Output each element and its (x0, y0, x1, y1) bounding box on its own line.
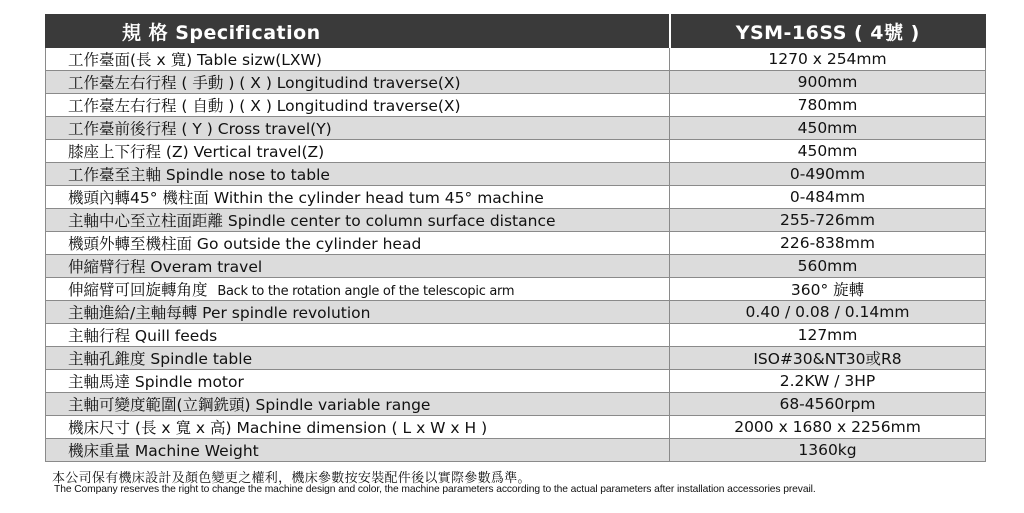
spec-label: 膝座上下行程 (Z) Vertical travel(Z) (46, 140, 670, 163)
spec-value: 2.2KW / 3HP (670, 370, 986, 393)
table-row (46, 186, 986, 209)
spec-label: 主軸行程 Quill feeds (46, 324, 670, 347)
table-row (46, 347, 986, 370)
model-header-title: YSM-16SS ( 4號 ) (670, 15, 986, 48)
spec-value: 0-490mm (670, 163, 986, 186)
spec-label: 工作臺面(長 x 寬) Table sizw(LXW) (46, 48, 670, 71)
spec-label: 主軸中心至立柱面距離 Spindle center to column surface distance (46, 209, 670, 232)
table-row (46, 439, 986, 462)
table-row (46, 324, 986, 347)
disclaimer-english: The Company reserves the right to change the machine design and color, the machine parameters according to the actual parameters after installation accessories prevail. (54, 484, 816, 495)
table-row (46, 370, 986, 393)
table-row (46, 393, 986, 416)
spec-label: 主軸可變度範圍(立鋼銑頭) Spindle variable range (46, 393, 670, 416)
table-row (46, 209, 986, 232)
spec-label-en: Back to the rotation angle of the telescopic arm (217, 284, 515, 299)
spec-value: 360° 旋轉 (670, 278, 986, 301)
table-row (46, 163, 986, 186)
spec-rows (46, 48, 986, 462)
table-row (46, 278, 986, 301)
table-row (46, 301, 986, 324)
table-row (46, 140, 986, 163)
disclaimer-chinese: 本公司保有機床設計及顏色變更之權利，機床參數按安裝配件後以實際參數爲準。 (52, 471, 531, 486)
table-row (46, 71, 986, 94)
table-row (46, 416, 986, 439)
spec-value: 1360kg (670, 439, 986, 462)
spec-header-title: 規 格 Specification (46, 15, 670, 48)
spec-label: 工作臺前後行程 ( Y ) Cross travel(Y) (46, 117, 670, 140)
spec-value: 255-726mm (670, 209, 986, 232)
table-row (46, 117, 986, 140)
spec-value: 780mm (670, 94, 986, 117)
table-header-row (46, 15, 986, 48)
spec-label: 主軸進給/主軸每轉 Per spindle revolution (46, 301, 670, 324)
spec-value: 2000 x 1680 x 2256mm (670, 416, 986, 439)
spec-label: 機床尺寸 (長 x 寬 x 高) Machine dimension ( L x W x H ) (46, 416, 670, 439)
spec-label-cn: 伸縮臂可回旋轉角度 (68, 281, 208, 299)
spec-label: 工作臺至主軸 Spindle nose to table (46, 163, 670, 186)
spec-value: 900mm (670, 71, 986, 94)
spec-value: 226-838mm (670, 232, 986, 255)
spec-value: 1270 x 254mm (670, 48, 986, 71)
spec-label (46, 278, 670, 301)
specification-table (45, 14, 986, 462)
table-row (46, 232, 986, 255)
table-row (46, 255, 986, 278)
spec-value: 450mm (670, 140, 986, 163)
spec-value: 560mm (670, 255, 986, 278)
spec-label: 工作臺左右行程 ( 自動 ) ( X ) Longitudind traverse(X) (46, 94, 670, 117)
spec-value: 0-484mm (670, 186, 986, 209)
spec-label: 主軸孔錐度 Spindle table (46, 347, 670, 370)
spec-label: 工作臺左右行程 ( 手動 ) ( X ) Longitudind traverse(X) (46, 71, 670, 94)
spec-label: 機床重量 Machine Weight (46, 439, 670, 462)
table-row (46, 48, 986, 71)
spec-value: 68-4560rpm (670, 393, 986, 416)
spec-label: 主軸馬達 Spindle motor (46, 370, 670, 393)
spec-value: 450mm (670, 117, 986, 140)
spec-label: 機頭外轉至機柱面 Go outside the cylinder head (46, 232, 670, 255)
spec-label: 伸縮臂行程 Overam travel (46, 255, 670, 278)
spec-value: ISO#30&NT30或R8 (670, 347, 986, 370)
spec-value: 0.40 / 0.08 / 0.14mm (670, 301, 986, 324)
spec-label: 機頭內轉45° 機柱面 Within the cylinder head tum 45° machine (46, 186, 670, 209)
spec-value: 127mm (670, 324, 986, 347)
table-row (46, 94, 986, 117)
